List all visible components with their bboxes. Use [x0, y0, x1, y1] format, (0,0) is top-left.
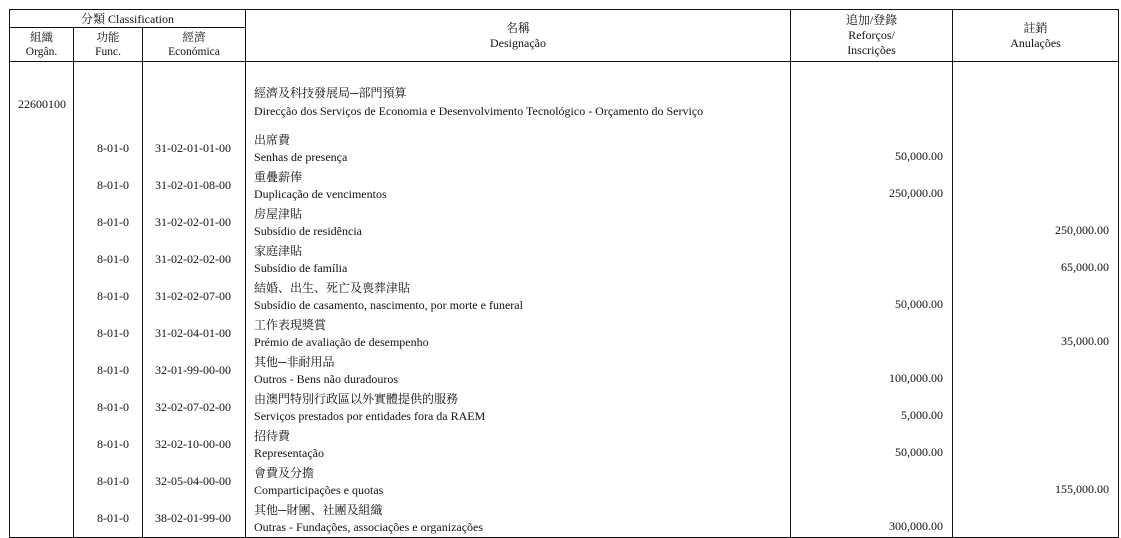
econ-header-zh: 經濟: [182, 31, 206, 44]
table-row: [10, 315, 1119, 352]
organ-designation: [246, 72, 791, 130]
organ-cell: [10, 389, 74, 426]
cancellation-amount: [953, 500, 1119, 538]
item-designation-zh: 房屋津貼: [254, 207, 303, 221]
organ-cell: [10, 315, 74, 352]
func-code: 8-01-0: [74, 241, 143, 278]
item-designation-pt: Outras - Fundações, associações e organizações: [254, 520, 484, 534]
econ-code: 38-02-01-99-00: [143, 500, 246, 538]
cancellation-amount: 65,000.00: [953, 241, 1119, 278]
organ-cell: [10, 500, 74, 538]
classification-header: 分類 Classification: [10, 10, 246, 28]
table-row: [10, 389, 1119, 426]
item-designation: [246, 352, 791, 389]
reinforcement-amount: 50,000.00: [791, 426, 953, 463]
func-code: 8-01-0: [74, 130, 143, 167]
organ-designation-pt: Direcção dos Serviços de Economia e Desenvolvimento Tecnológico - Orçamento do Serviço: [254, 104, 704, 118]
item-designation-pt: Serviços prestados por entidades fora da RAEM: [254, 409, 486, 423]
organ-cell: [10, 167, 74, 204]
designation-header: [246, 10, 791, 62]
reinforcement-amount: 5,000.00: [791, 389, 953, 426]
reinforcement-amount: [791, 241, 953, 278]
organ-header: [10, 28, 74, 62]
cancellations-header-pt: Anulações: [1010, 35, 1061, 50]
func-code: 8-01-0: [74, 389, 143, 426]
econ-code: 31-02-02-07-00: [143, 278, 246, 315]
reinforcement-amount: 100,000.00: [791, 352, 953, 389]
item-designation: [246, 426, 791, 463]
organ-code: 22600100: [10, 72, 74, 130]
designation-header-pt: Designação: [490, 35, 546, 50]
item-designation: [246, 278, 791, 315]
organ-header-pt: Orgân.: [25, 45, 58, 58]
item-designation-zh: 其他─財團、社團及組織: [254, 503, 383, 517]
reinforcements-header-pt2: Inscrições: [847, 43, 896, 57]
func-code: 8-01-0: [74, 426, 143, 463]
item-designation: [246, 204, 791, 241]
item-designation: [246, 241, 791, 278]
econ-code: 31-02-01-01-00: [143, 130, 246, 167]
cancellation-amount: 155,000.00: [953, 463, 1119, 500]
econ-code: 31-02-01-08-00: [143, 167, 246, 204]
reinforcements-header-zh: 追加/登錄: [845, 13, 898, 27]
econ-code: 32-02-10-00-00: [143, 426, 246, 463]
organ-cell: [10, 204, 74, 241]
designation-header-zh: 名稱: [506, 20, 531, 35]
reinforcement-amount: 250,000.00: [791, 167, 953, 204]
func-header-pt: Func.: [95, 45, 121, 58]
cancellation-amount: 250,000.00: [953, 204, 1119, 241]
reinforcement-amount: [791, 463, 953, 500]
reinforcements-header: [791, 10, 953, 62]
func-code: 8-01-0: [74, 500, 143, 538]
item-designation-zh: 家庭津貼: [254, 244, 303, 258]
table-row: [10, 426, 1119, 463]
item-designation-zh: 結婚、出生、死亡及喪葬津貼: [254, 281, 411, 295]
item-designation-pt: Subsídio de família: [254, 261, 348, 275]
econ-code: 31-02-02-02-00: [143, 241, 246, 278]
func-code: 8-01-0: [74, 463, 143, 500]
item-designation-zh: 由澳門特別行政區以外實體提供的服務: [254, 392, 459, 406]
cancellation-amount: [953, 167, 1119, 204]
item-designation: [246, 315, 791, 352]
table-row: [10, 500, 1119, 538]
func-code: 8-01-0: [74, 315, 143, 352]
item-designation-pt: Prémio de avaliação de desempenho: [254, 335, 429, 349]
reinforcement-amount: 300,000.00: [791, 500, 953, 538]
organ-cell: [10, 426, 74, 463]
cancellation-amount: 35,000.00: [953, 315, 1119, 352]
table-row: [10, 130, 1119, 167]
func-code: 8-01-0: [74, 167, 143, 204]
reinforcement-amount: [791, 315, 953, 352]
func-code: 8-01-0: [74, 278, 143, 315]
reinforcement-amount: [791, 204, 953, 241]
organ-cell: [10, 278, 74, 315]
cancellation-amount: [953, 389, 1119, 426]
item-designation-pt: Subsídio de casamento, nascimento, por morte e funeral: [254, 298, 523, 312]
func-code: 8-01-0: [74, 352, 143, 389]
item-designation-zh: 工作表現獎賞: [254, 318, 327, 332]
organ-row: [10, 72, 1119, 130]
item-designation-zh: 招待費: [254, 429, 291, 443]
item-designation-pt: Duplicação de vencimentos: [254, 187, 387, 201]
item-designation: [246, 500, 791, 538]
cancellations-header-zh: 註銷: [1023, 20, 1048, 35]
table-row: [10, 352, 1119, 389]
cancellation-amount: [953, 352, 1119, 389]
table-row: [10, 463, 1119, 500]
econ-header-pt: Económica: [168, 45, 220, 58]
cancellation-amount: [953, 130, 1119, 167]
item-designation-zh: 出席費: [254, 133, 291, 147]
item-designation-pt: Subsídio de residência: [254, 224, 362, 238]
organ-cell: [10, 352, 74, 389]
econ-code: 31-02-04-01-00: [143, 315, 246, 352]
table-row: [10, 204, 1119, 241]
cancellations-header: [953, 10, 1119, 62]
item-designation-zh: 其他─非耐用品: [254, 355, 335, 369]
func-code: 8-01-0: [74, 204, 143, 241]
func-header: [74, 28, 143, 62]
item-designation-zh: 重疊薪俸: [254, 170, 303, 184]
organ-header-zh: 組織: [30, 31, 53, 44]
cancellation-amount: [953, 426, 1119, 463]
econ-header: [143, 28, 246, 62]
econ-code: 31-02-02-01-00: [143, 204, 246, 241]
item-designation: [246, 130, 791, 167]
reinforcement-amount: 50,000.00: [791, 130, 953, 167]
organ-cell: [10, 241, 74, 278]
table-row: [10, 241, 1119, 278]
reinforcement-amount: 50,000.00: [791, 278, 953, 315]
item-designation-pt: Representação: [254, 446, 324, 460]
reinforcements-header-pt1: Reforços/: [848, 28, 895, 42]
econ-code: 32-05-04-00-00: [143, 463, 246, 500]
econ-code: 32-01-99-00-00: [143, 352, 246, 389]
item-designation-pt: Outros - Bens não duradouros: [254, 372, 398, 386]
item-designation: [246, 463, 791, 500]
organ-cell: [10, 463, 74, 500]
item-designation: [246, 167, 791, 204]
item-designation-zh: 會費及分擔: [254, 466, 315, 480]
organ-designation-zh: 經濟及科技發展局─部門預算: [254, 86, 407, 100]
table-row: [10, 167, 1119, 204]
econ-code: 32-02-07-02-00: [143, 389, 246, 426]
cancellation-amount: [953, 278, 1119, 315]
organ-cell: [10, 130, 74, 167]
func-header-zh: 功能: [96, 31, 120, 44]
item-designation-pt: Senhas de presença: [254, 150, 348, 164]
item-designation: [246, 389, 791, 426]
table-row: [10, 278, 1119, 315]
item-designation-pt: Comparticipações e quotas: [254, 483, 384, 497]
budget-table: [9, 9, 1119, 538]
